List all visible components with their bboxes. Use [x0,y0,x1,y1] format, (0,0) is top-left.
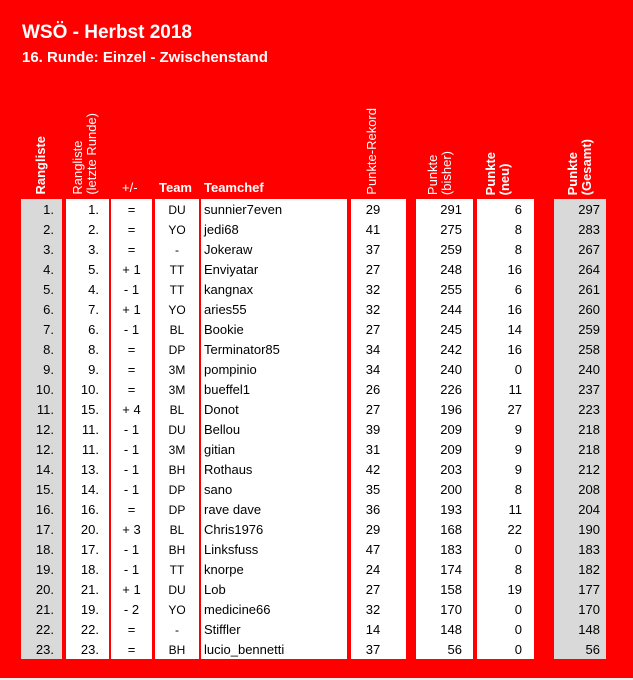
cell-record: 32 [365,302,381,317]
cell-total: 177 [578,582,600,597]
cell-total: 190 [578,522,600,537]
cell-new-points: 9 [514,442,522,457]
cell-prev-points: 248 [440,262,462,277]
cell-rank: 3. [43,242,54,257]
cell-new-points: 8 [514,562,522,577]
cell-record: 47 [365,542,381,557]
cell-teamchef: medicine66 [204,602,271,617]
cell-prev-points: 255 [440,282,462,297]
cell-record: 26 [365,382,381,397]
cell-record: 27 [365,262,381,277]
cell-prev-rank: 17. [80,542,99,557]
cell-teamchef: Jokeraw [204,242,253,257]
cell-total: 267 [578,242,600,257]
cell-change: + 1 [122,262,141,277]
cell-change: = [127,202,136,217]
cell-teamchef: rave dave [204,502,262,517]
cell-team: 3M [168,363,186,377]
cell-prev-points: 168 [440,522,462,537]
cell-team: 3M [168,383,186,397]
cell-rank: 19. [35,562,54,577]
cell-teamchef: Linksfuss [204,542,259,557]
cell-prev-rank: 13. [80,462,99,477]
cell-prev-points: 193 [440,502,462,517]
cell-rank: 15. [35,482,54,497]
cell-change: = [127,502,136,517]
cell-rank: 14. [35,462,54,477]
cell-rank: 22. [35,622,54,637]
cell-new-points: 16 [507,302,522,317]
cell-change: - 1 [123,422,140,437]
cell-change: - 1 [123,482,140,497]
cell-new-points: 16 [507,342,522,357]
cell-rank: 5. [43,282,54,297]
cell-rank: 20. [35,582,54,597]
cell-change: - 1 [123,462,140,477]
cell-total: 240 [578,362,600,377]
cell-total: 148 [578,622,600,637]
cell-team: YO [168,303,186,317]
cell-prev-rank: 22. [80,622,99,637]
cell-team: - [175,623,179,637]
cell-rank: 11. [36,402,54,417]
cell-rank: 1. [43,202,54,217]
cell-rank: 4. [43,262,54,277]
cell-new-points: 0 [514,622,522,637]
cell-change: - 1 [123,542,140,557]
cell-total: 56 [585,642,600,657]
cell-teamchef: Donot [204,402,239,417]
cell-teamchef: Lob [204,582,226,597]
cell-prev-rank: 9. [88,362,99,377]
cell-team: DP [168,483,186,497]
cell-total: 261 [578,282,600,297]
cell-total: 182 [578,562,600,577]
cell-prev-rank: 20. [80,522,99,537]
cell-change: - 1 [123,442,140,457]
cell-prev-rank: 11. [81,442,99,457]
cell-prev-points: 242 [440,342,462,357]
header-prev-points: Punkte (bisher) [425,150,454,195]
cell-prev-points: 183 [440,542,462,557]
cell-new-points: 11 [508,382,522,397]
cell-prev-points: 174 [440,562,462,577]
cell-team: DP [168,503,186,517]
cell-new-points: 6 [514,282,522,297]
cell-teamchef: bueffel1 [204,382,251,397]
cell-change: + 1 [122,582,141,597]
cell-prev-rank: 18. [80,562,99,577]
header-change: +/- [122,180,138,195]
header-rank: Rangliste [33,136,48,195]
cell-record: 27 [365,322,381,337]
cell-rank: 9. [43,362,54,377]
cell-record: 39 [365,422,381,437]
cell-record: 36 [365,502,381,517]
cell-teamchef: gitian [204,442,236,457]
cell-prev-points: 170 [440,602,462,617]
cell-new-points: 0 [514,362,522,377]
cell-rank: 2. [43,222,54,237]
header-new-points: Punkte (neu) [483,151,512,195]
cell-total: 170 [578,602,600,617]
cell-record: 27 [365,582,381,597]
cell-prev-rank: 1. [88,202,99,217]
cell-change: = [127,642,136,657]
cell-prev-rank: 4. [88,282,99,297]
cell-change: + 4 [122,402,141,417]
cell-prev-points: 158 [440,582,462,597]
cell-prev-rank: 2. [88,222,99,237]
cell-teamchef: Bellou [204,422,241,437]
cell-prev-rank: 23. [80,642,99,657]
sheet-title: WSÖ - Herbst 2018 [22,22,192,43]
sheet-subtitle: 16. Runde: Einzel - Zwischenstand [22,49,268,66]
cell-rank: 16. [35,502,54,517]
cell-new-points: 8 [514,242,522,257]
cell-rank: 17. [35,522,54,537]
header-prev-rank: Rangliste (letzte Runde) [70,113,99,195]
cell-team: YO [168,603,186,617]
cell-team: BL [169,523,185,537]
cell-total: 183 [578,542,600,557]
cell-prev-points: 259 [440,242,462,257]
cell-new-points: 0 [514,542,522,557]
cell-prev-points: 203 [440,462,462,477]
cell-teamchef: Bookie [204,322,244,337]
cell-prev-rank: 5. [88,262,99,277]
cell-rank: 21. [35,602,54,617]
cell-teamchef: Enviyatar [204,262,259,277]
cell-rank: 23. [35,642,54,657]
cell-team: DU [168,203,186,217]
cell-record: 14 [365,622,381,637]
cell-total: 218 [578,442,600,457]
cell-team: BH [168,543,186,557]
header-record: Punkte-Rekord [364,108,379,195]
cell-team: BL [169,323,185,337]
header-teamchef: Teamchef [204,180,264,195]
cell-teamchef: Chris1976 [204,522,264,537]
cell-new-points: 6 [514,202,522,217]
cell-change: = [127,362,136,377]
cell-prev-points: 209 [440,422,462,437]
cell-team: TT [169,283,185,297]
cell-prev-rank: 11. [81,422,99,437]
cell-team: DP [168,343,186,357]
cell-teamchef: Terminator85 [204,342,280,357]
cell-record: 27 [365,402,381,417]
cell-rank: 7. [43,322,54,337]
cell-change: = [127,342,136,357]
cell-rank: 8. [43,342,54,357]
cell-prev-rank: 3. [88,242,99,257]
cell-prev-points: 196 [440,402,462,417]
cell-new-points: 8 [514,222,522,237]
cell-prev-rank: 7. [88,302,99,317]
cell-prev-rank: 21. [80,582,99,597]
cell-prev-rank: 8. [88,342,99,357]
cell-rank: 12. [35,442,54,457]
cell-total: 208 [578,482,600,497]
cell-teamchef: kangnax [204,282,254,297]
cell-new-points: 16 [507,262,522,277]
cell-new-points: 19 [507,582,522,597]
cell-prev-points: 209 [440,442,462,457]
cell-record: 29 [365,202,381,217]
cell-new-points: 9 [514,422,522,437]
cell-record: 41 [365,222,381,237]
cell-record: 37 [365,242,381,257]
cell-prev-points: 245 [440,322,462,337]
cell-prev-rank: 15. [80,402,99,417]
cell-record: 31 [365,442,381,457]
cell-teamchef: pompinio [204,362,257,377]
cell-change: = [127,382,136,397]
cell-change: = [127,222,136,237]
cell-record: 35 [365,482,381,497]
cell-rank: 12. [35,422,54,437]
cell-prev-points: 200 [440,482,462,497]
cell-teamchef: sunnier7even [204,202,283,217]
cell-record: 34 [365,362,381,377]
cell-team: BH [168,463,186,477]
cell-change: = [127,622,136,637]
cell-total: 258 [578,342,600,357]
cell-prev-rank: 10. [80,382,99,397]
cell-prev-points: 291 [440,202,462,217]
cell-total: 218 [578,422,600,437]
cell-new-points: 0 [514,602,522,617]
cell-team: - [175,243,179,257]
cell-change: - 1 [123,322,140,337]
cell-change: + 1 [122,302,141,317]
cell-prev-points: 56 [447,642,462,657]
cell-team: DU [168,423,186,437]
cell-record: 29 [365,522,381,537]
cell-change: + 3 [122,522,141,537]
cell-record: 42 [365,462,381,477]
cell-prev-points: 226 [440,382,462,397]
cell-prev-rank: 19. [80,602,99,617]
cell-total: 297 [578,202,600,217]
cell-team: BL [169,403,185,417]
cell-teamchef: Stiffler [204,622,241,637]
cell-record: 34 [365,342,381,357]
cell-total: 260 [578,302,600,317]
cell-total: 264 [578,262,600,277]
cell-total: 259 [578,322,600,337]
cell-team: 3M [168,443,186,457]
cell-team: TT [169,263,185,277]
header-total: Punkte (Gesamt) [565,138,594,195]
cell-teamchef: aries55 [204,302,247,317]
cell-team: YO [168,223,186,237]
cell-change: - 1 [123,282,140,297]
cell-total: 237 [578,382,600,397]
cell-teamchef: jedi68 [204,222,239,237]
cell-prev-points: 240 [440,362,462,377]
cell-change: - 1 [123,562,140,577]
cell-change: - 2 [123,602,140,617]
cell-new-points: 8 [514,482,522,497]
cell-record: 24 [365,562,381,577]
cell-total: 223 [578,402,600,417]
cell-new-points: 22 [507,522,522,537]
cell-change: = [127,242,136,257]
cell-teamchef: Rothaus [204,462,253,477]
cell-record: 37 [365,642,381,657]
cell-record: 32 [365,602,381,617]
cell-record: 32 [365,282,381,297]
cell-prev-points: 148 [440,622,462,637]
cell-prev-points: 275 [440,222,462,237]
cell-new-points: 11 [508,502,522,517]
cell-team: TT [169,563,185,577]
cell-new-points: 14 [507,322,522,337]
cell-teamchef: knorpe [204,562,244,577]
cell-prev-points: 244 [440,302,462,317]
cell-new-points: 27 [507,402,522,417]
cell-team: BH [168,643,186,657]
cell-prev-rank: 16. [80,502,99,517]
header-team: Team [159,180,192,195]
cell-rank: 6. [43,302,54,317]
cell-new-points: 0 [514,642,522,657]
cell-total: 283 [578,222,600,237]
cell-team: DU [168,583,186,597]
cell-rank: 18. [35,542,54,557]
cell-new-points: 9 [514,462,522,477]
cell-prev-rank: 14. [80,482,99,497]
cell-rank: 10. [35,382,54,397]
cell-prev-rank: 6. [88,322,99,337]
cell-total: 204 [578,502,600,517]
cell-teamchef: sano [204,482,233,497]
cell-teamchef: lucio_bennetti [204,642,285,657]
cell-total: 212 [578,462,600,477]
